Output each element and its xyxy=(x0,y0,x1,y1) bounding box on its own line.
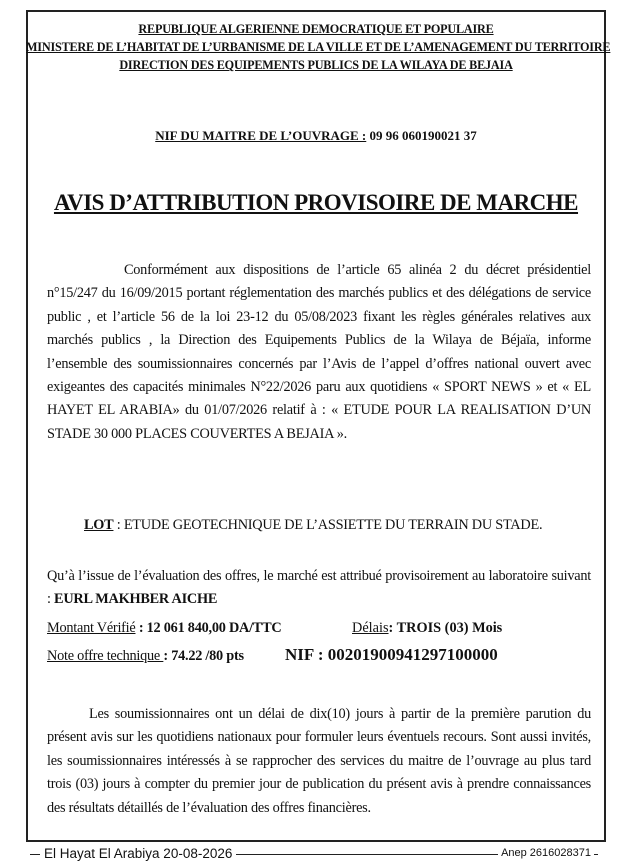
award-winner: EURL MAKHBER AICHE xyxy=(54,591,218,608)
notice-title: AVIS D’ATTRIBUTION PROVISOIRE DE MARCHE xyxy=(53,190,579,215)
amount-line xyxy=(47,620,281,637)
lot-line xyxy=(84,517,542,534)
footer-reference: Anep 2616028371 xyxy=(498,847,594,859)
owner-nif-label: NIF DU MAITRE DE L’OUVRAGE : xyxy=(155,128,367,143)
footer-newspaper: El Hayat El Arabiya 20-08-2026 xyxy=(40,846,236,861)
delay-value: : TROIS (03) Mois xyxy=(388,620,503,636)
amount-label: Montant Vérifié xyxy=(47,620,136,636)
owner-nif-value: 09 96 060190021 37 xyxy=(369,128,477,143)
winner-nif: NIF : 00201900941297100000 xyxy=(285,645,498,664)
header-direction: DIRECTION DES EQUIPEMENTS PUBLICS DE LA WILAYA DE BEJAIA xyxy=(119,58,513,72)
amount-value: : 12 061 840,00 DA/TTC xyxy=(135,620,282,636)
header-republic: REPUBLIQUE ALGERIENNE DEMOCRATIQUE ET POPULAIRE xyxy=(138,22,494,36)
award-text: Qu’à l’issue de l’évaluation des offres, le marché est attribué provisoirement au laboratoire suivant : xyxy=(47,568,591,608)
tech-score-line xyxy=(47,648,244,665)
delay-label: Délais xyxy=(352,620,389,636)
header-block xyxy=(26,20,611,74)
tech-score-value: : 74.22 /80 pts xyxy=(163,648,244,664)
footer xyxy=(0,846,618,864)
owner-nif xyxy=(26,128,606,144)
paragraph-award xyxy=(47,565,591,612)
lot-label: LOT xyxy=(84,517,114,533)
delay-line xyxy=(352,620,502,637)
tech-score-label: Note offre technique xyxy=(47,648,164,664)
lot-text: : ETUDE GEOTECHNIQUE DE L’ASSIETTE DU TERRAIN DU STADE. xyxy=(113,517,543,533)
header-ministry: MINISTERE DE L’HABITAT DE L’URBANISME DE LA VILLE ET DE L’AMENAGEMENT DU TERRITOIRE xyxy=(26,40,611,54)
paragraph-legal-basis: Conformément aux dispositions de l’article 65 alinéa 2 du décret présidentiel n°15/247 du 16/09/2015 portant réglementation des marchés publics et des délégations de service public , et l’article 56 de la loi 23-12 du 05/08/2023 fixant les règles générales relatives aux marchés publics , la Direction des Equipements Publics de la Wilaya de Béjaïa, informe l’ensemble des soumissionnaires concernés par l’Avis de l’appel d’offres national ouvert avec exigeantes des capacités minimales N°22/2026 paru aux quotidiens « SPORT NEWS » et « EL HAYET EL ARABIA» du 01/07/2026 relatif à : « ETUDE POUR LA REALISATION D’UN STADE 30 000 PLACES COUVERTES A BEJAIA ». xyxy=(47,262,591,442)
paragraph-appeal: Les soumissionnaires ont un délai de dix(10) jours à partir de la première parution du présent avis sur les quotidiens nationaux pour formuler leurs éventuels recours. Sont aussi invités, les soumissionnaires intéressés à se rapprocher des services du maitre de l’ouvrage au plus tard trois (03) jours à compter du premier jour de publication du présent avis à prendre connaissances des résultats détaillés de l’évaluation des offres financières. xyxy=(47,706,591,816)
